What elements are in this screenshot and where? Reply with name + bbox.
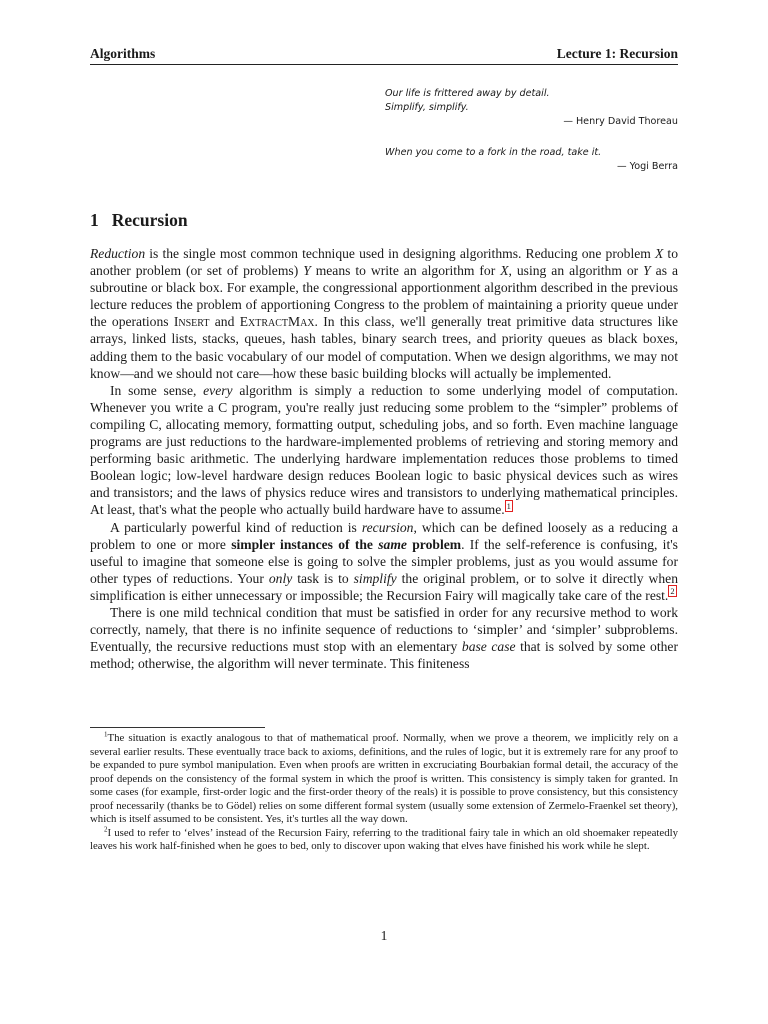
bold-phrase: simpler instances of the	[231, 536, 379, 552]
header-lecture-title: Lecture 1: Recursion	[556, 46, 678, 61]
math-var: Y	[303, 263, 311, 279]
math-var: Y	[643, 263, 651, 279]
section-number: 1	[90, 210, 99, 230]
footnote-1	[90, 732, 678, 827]
text-run: In some sense,	[110, 382, 204, 398]
body-text	[90, 245, 678, 672]
math-var: X	[500, 263, 509, 279]
epigraphs	[385, 87, 678, 174]
text-run: , using an algorithm or	[508, 263, 644, 279]
term-reduction: Reduction	[90, 246, 146, 261]
section-title: Recursion	[111, 210, 188, 230]
footnote-mark: 1	[104, 730, 108, 739]
text-run: that is solved by some other method; otherwise, the algorithm will never terminate. This finiteness	[90, 639, 678, 672]
epigraph-1-attribution: — Henry David Thoreau	[563, 116, 678, 127]
footnote-text: I used to refer to ‘elves’ instead of the Recursion Fairy, referring to the traditional fairy tale in which an old shoemaker repeatedly leaves his work half-finished when he goes to bed, only to discover upon waking that elves have finished his work while he slept.	[90, 826, 678, 852]
header-course-title: Algorithms	[90, 46, 156, 61]
text-run: the original problem, or to solve it directly when simplification is either unnecessary or impossible; the Recursion Fairy will magically take care of the rest.	[90, 570, 678, 603]
text-run: means to write an algorithm for	[310, 263, 501, 279]
footnote-ref-2[interactable]: 2	[670, 586, 675, 597]
paragraph-2	[90, 382, 678, 519]
epigraph-1-line-2: Simplify, simplify.	[385, 102, 469, 113]
text-run: , which can be defined loosely as a reducing a problem to one or more	[90, 519, 678, 552]
text-run: A particularly powerful kind of reduction is	[110, 519, 362, 535]
footnote-text: The situation is exactly analogous to that of mathematical proof. Normally, when we prove a theorem, we implicitly rely on a several earlier results. These eventually trace back to axioms, definitions, and the rules of logic, but it is extremely rare for any proof to be expanded to pure symbol manipulation. Even when proofs are written in excruciating Bourbakian formal detail, the accuracy of the proof depends on the consistency of the formal system in which the proof is written. This consistency is simply taken for granted. In some cases (for example, first-order logic and the first-order theory of the reals) it is possible to prove consistency, but this consistency proof necessarily (thanks be to Gödel) relies on some different formal system (usually some extension of Zermelo-Fraenkel set theory), which is itself assumed to be consistent. Yes, it's turtles all the way down.	[90, 732, 678, 825]
term-base-case: base case	[461, 639, 516, 655]
epigraph-2-line-1: When you come to a fork in the road, take it.	[385, 147, 602, 158]
text-run: algorithm is simply a reduction to some underlying model of computation. Whenever you write a C program, you're really just reducing some problem to the “simpler” problems of compiling C, allocating memory, formatting output, scheduling jobs, and so forth. Even machine language programs are just reductions to the hardware-implemented problems of retrieving and storing memory and performing basic arithmetic. The underlying hardware implementation reduces those problems to timed Boolean logic; low-level hardware design reduces Boolean logic to basic physical devices such as wires and transistors; and the laws of physics reduce wires and transistors to underlying mathematical principles. At least, that's what the people who actually build hardware have to assume.	[90, 382, 678, 518]
epigraph-2-attribution: — Yogi Berra	[617, 161, 678, 172]
emphasis: every	[203, 382, 233, 398]
epigraph-1-line-1: Our life is frittered away by detail.	[385, 88, 550, 99]
text-run: to another problem (or set of problems)	[90, 246, 678, 279]
emphasis: simplify	[353, 570, 397, 586]
emphasis: only	[268, 570, 293, 586]
text-run: task is to	[292, 570, 354, 586]
op-extractmax: ExtractMax	[239, 314, 315, 330]
op-insert: Insert	[173, 314, 210, 330]
paragraph-1	[90, 245, 678, 382]
running-header	[90, 45, 678, 65]
bold-phrase: problem	[406, 536, 462, 552]
text-run: There is one mild technical condition that must be satisfied in order for any recursive method to work correctly, namely, that there is no infinite sequence of reductions to ‘simpler’ and ‘simpler’ subproblems. Eventually, the recursive reductions must stop with an elementary	[90, 604, 678, 655]
text-run: . In this class, we'll generally treat primitive data structures like arrays, linked lists, stacks, queues, hash tables, binary search trees, and priority queues as black boxes, adding them to the basic vocabulary of our model of computation. When we design algorithms, we may not know—and we should not care—how these basic building blocks will actually be implemented.	[90, 314, 678, 381]
footnote-rule	[90, 727, 265, 728]
text-run: . If the self-reference is confusing, it's useful to imagine that someone else is going to solve the simpler problems, just as you would assume for other types of reductions. Your	[90, 536, 678, 586]
paragraph-4	[90, 604, 678, 672]
math-var: X	[654, 246, 664, 261]
text-run: is the single most common technique used in designing algorithms. Reducing one problem	[145, 246, 655, 261]
text-run: and	[209, 314, 240, 330]
page-number: 1	[380, 928, 388, 943]
footnote-mark: 2	[104, 824, 108, 833]
bold-emphasis: same	[378, 536, 407, 552]
footnotes	[90, 732, 678, 854]
section-heading	[90, 208, 188, 232]
footnote-ref-1[interactable]: 1	[506, 500, 511, 511]
term-recursion: recursion	[361, 519, 414, 535]
paragraph-3	[90, 519, 678, 604]
text-run: as a subroutine or black box. For example, the congressional apportionment algorithm described in the previous lecture reduces the problem of apportioning Congress to the problem of maintaining a priority queue under the operations	[90, 263, 678, 330]
footnote-2	[90, 824, 678, 854]
page	[90, 0, 678, 1024]
